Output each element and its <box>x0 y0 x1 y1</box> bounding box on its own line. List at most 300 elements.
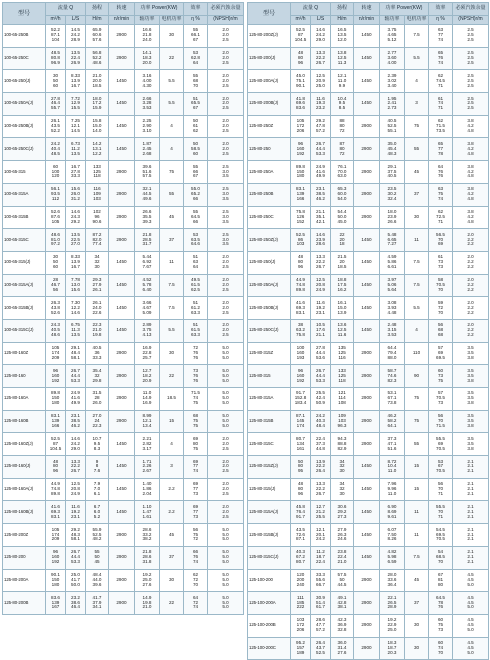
cell-efficiency: 49.5 61.5 62.5 <box>184 274 208 297</box>
header-npsh: 必须汽蚀余量 <box>208 3 244 16</box>
cell-model: 100-65-315B <box>3 206 46 229</box>
cell-head: 94.3 88.8 82.9 <box>331 433 354 456</box>
cell-speed: 1450 <box>354 93 380 116</box>
cell-speed: 2900 <box>109 546 135 569</box>
cell-head: 48.4 44.0 39.6 <box>86 569 109 592</box>
cell-motor-power: 5.5 <box>405 297 429 320</box>
cell-flow-m3h: 44.9 74.8 89.8 <box>46 478 66 501</box>
table-row <box>248 115 489 138</box>
table-row <box>248 524 489 547</box>
cell-npsh: 2.1 2.1 2.1 <box>453 546 489 569</box>
cell-speed: 2900 <box>354 138 380 161</box>
cell-efficiency: 58 70.5 70 <box>429 274 453 297</box>
cell-flow-ls: 30.9 51.4 61.7 <box>311 592 331 615</box>
cell-motor-power: 4 <box>160 433 184 456</box>
cell-flow-ls: 7.72 12.9 15.5 <box>66 93 86 116</box>
cell-model: 100-65-250B <box>3 25 46 48</box>
cell-flow-ls: 13.3 22.2 26.7 <box>311 478 331 501</box>
cell-model: 125-80-315Z <box>248 342 291 365</box>
cell-model: 125-80-250B(J) <box>248 297 291 320</box>
cell-speed: 2900 <box>354 161 380 184</box>
cell-speed: 2900 <box>354 410 380 433</box>
cell-npsh: 2.0 2.0 2.5 <box>208 25 244 48</box>
cell-motor-power: 75 <box>405 115 429 138</box>
cell-speed: 1450 <box>354 47 380 70</box>
table-row <box>248 93 489 116</box>
cell-motor-power: 45 <box>405 569 429 592</box>
table-row <box>248 365 489 388</box>
cell-efficiency: 60 75 73 <box>429 614 453 637</box>
cell-flow-m3h: 83.1 139 166 <box>46 410 66 433</box>
cell-npsh: 2.0 2.0 2.5 <box>208 456 244 479</box>
cell-npsh: 2.0 2.0 2.5 <box>208 297 244 320</box>
cell-model: 125-80-315A <box>248 388 291 411</box>
cell-speed: 1450 <box>354 229 380 252</box>
cell-head: 18.8 17.5 16.2 <box>331 274 354 297</box>
cell-npsh: 3.8 4.2 4.8 <box>453 161 489 184</box>
cell-motor-power: 90 <box>405 365 429 388</box>
cell-shaft-power: 5.44 6.92 7.67 <box>135 251 160 274</box>
cell-model: 100-65-315 <box>3 161 46 184</box>
cell-model: 125-80-160A(J) <box>3 478 46 501</box>
cell-head: 12.1 11.0 9.9 <box>331 70 354 93</box>
cell-head: 116 109 103 <box>86 183 109 206</box>
cell-flow-m3h: 89.8 150 180 <box>291 161 311 184</box>
cell-shaft-power: 4.52 5.78 6.40 <box>135 274 160 297</box>
cell-speed: 1450 <box>109 433 135 456</box>
cell-flow-m3h: 38 63.2 75.8 <box>291 319 311 342</box>
cell-efficiency: 61 74 71 <box>429 93 453 116</box>
table-row <box>248 614 489 637</box>
cell-shaft-power: 2.25 2.90 3.10 <box>135 115 160 138</box>
cell-npsh: 5.0 5.0 5.0 <box>208 410 244 433</box>
cell-npsh: 2.0 2.0 2.5 <box>208 70 244 93</box>
cell-speed: 2900 <box>109 524 135 547</box>
header-flow: 流量 Q <box>291 3 331 16</box>
cell-shaft-power: 1.10 1.47 1.61 <box>135 501 160 524</box>
cell-flow-ls: 29.1 48.4 58.1 <box>66 342 86 365</box>
cell-motor-power: 4 <box>160 115 184 138</box>
cell-model: 100-65-250C(J) <box>3 138 46 161</box>
cell-flow-m3h: 52.5 87 104.5 <box>291 25 311 48</box>
cell-npsh: 3.5 3.5 3.8 <box>453 365 489 388</box>
cell-model: 100-65-250B(J) <box>3 115 46 138</box>
cell-motor-power: 37 <box>160 546 184 569</box>
cell-efficiency: 51 61.5 63.3 <box>184 319 208 342</box>
cell-flow-ls: 8.33 13.9 16.7 <box>66 251 86 274</box>
cell-efficiency: 50 61 62 <box>184 115 208 138</box>
cell-head: 15.8 15.0 14.0 <box>86 115 109 138</box>
table-row <box>3 410 244 433</box>
cell-flow-m3h: 48 80 96 <box>291 47 311 70</box>
cell-flow-ls: 14.6 24.2 29.0 <box>66 433 86 456</box>
cell-shaft-power: 6.90 8.69 9.61 <box>380 501 405 524</box>
table-row <box>248 251 489 274</box>
cell-shaft-power: 35.0 45.4 48.3 <box>380 138 405 161</box>
cell-npsh: 3.8 4.2 4.8 <box>453 206 489 229</box>
cell-npsh: 2.0 2.0 2.5 <box>208 501 244 524</box>
cell-motor-power: 75 <box>160 161 184 184</box>
cell-flow-m3h: 48 80 96 <box>291 251 311 274</box>
cell-shaft-power: 11.0 14.9 16.9 <box>135 388 160 411</box>
header-power: 功率 Power(KW) <box>135 3 184 16</box>
left-table-body <box>3 25 244 615</box>
cell-shaft-power: 6.07 7.50 8.26 <box>380 524 405 547</box>
cell-flow-ls: 13.5 22.5 27.0 <box>66 229 86 252</box>
table-row <box>3 524 244 547</box>
cell-flow-m3h: 105 172 206 <box>291 115 311 138</box>
cell-model: 100-65-250A(J) <box>3 93 46 116</box>
cell-flow-m3h: 24.3 40.5 48.6 <box>46 319 66 342</box>
cell-flow-ls: 26.4 43.7 52.5 <box>311 637 331 660</box>
cell-npsh: 5.0 5.0 5.0 <box>208 342 244 365</box>
header-speed-unit: n/r/min <box>354 16 380 25</box>
cell-motor-power: 7.5 <box>405 546 429 569</box>
right-table-panel <box>247 2 488 660</box>
cell-model: 125-80-315(J) <box>248 478 291 501</box>
cell-flow-m3h: 45.8 76.4 91.7 <box>291 501 311 524</box>
cell-efficiency: 67 81 80 <box>429 569 453 592</box>
cell-speed: 1450 <box>109 297 135 320</box>
cell-model: 125-100-200A <box>248 592 291 615</box>
cell-model: 125-80-200A(J) <box>248 70 291 93</box>
cell-efficiency: 65 77 78 <box>429 138 453 161</box>
cell-model: 125-80-160(J) <box>3 456 46 479</box>
cell-shaft-power: 4.82 5.98 6.59 <box>380 546 405 569</box>
cell-head: 31.5 28 26.0 <box>86 388 109 411</box>
cell-npsh: 3.8 4.2 4.8 <box>453 138 489 161</box>
cell-flow-ls: 14.6 23.9 28.6 <box>311 229 331 252</box>
cell-shaft-power: 53.1 67.1 73.8 <box>380 388 405 411</box>
cell-head: 10.7 9.5 8.3 <box>86 433 109 456</box>
cell-head: 26.1 24.0 22.6 <box>86 297 109 320</box>
cell-npsh: 2.1 2.1 2.1 <box>453 478 489 501</box>
cell-npsh: 2.1 2.1 2.1 <box>453 501 489 524</box>
cell-speed: 2900 <box>354 614 380 637</box>
cell-speed: 2900 <box>109 47 135 70</box>
cell-model: 125-80-200 <box>3 546 46 569</box>
cell-shaft-power: 5.48 6.65 7.27 <box>380 229 405 252</box>
cell-head: 23.8 22.4 21.0 <box>331 546 354 569</box>
cell-flow-ls: 11.6 19.3 23.2 <box>311 93 331 116</box>
cell-speed: 1450 <box>109 115 135 138</box>
cell-shaft-power: 8.72 10.4 11.0 <box>380 456 405 479</box>
cell-speed: 1450 <box>109 319 135 342</box>
cell-flow-ls: 26.7 44.4 53.3 <box>311 365 331 388</box>
cell-flow-ls: 16.7 27.8 33.3 <box>66 161 86 184</box>
cell-model: 125-100-200C <box>248 637 291 660</box>
cell-speed: 1450 <box>354 456 380 479</box>
table-row <box>3 70 244 93</box>
cell-flow-m3h: 80.7 134 161 <box>291 433 311 456</box>
table-row <box>3 229 244 252</box>
cell-model: 125-80-160B <box>3 410 46 433</box>
cell-motor-power: 30 <box>405 637 429 660</box>
cell-motor-power: 75 <box>405 388 429 411</box>
cell-npsh: 2.0 2.0 2.5 <box>208 251 244 274</box>
cell-head: 16.1 15.0 13.9 <box>331 297 354 320</box>
cell-speed: 2900 <box>354 183 380 206</box>
cell-flow-ls: 7.78 13.0 15.6 <box>66 274 86 297</box>
cell-head: 65.9 60.6 57.6 <box>86 25 109 48</box>
cell-flow-m3h: 27.8 46.4 55.7 <box>46 93 66 116</box>
cell-shaft-power: 3.66 4.67 5.09 <box>135 297 160 320</box>
table-row <box>248 229 489 252</box>
cell-motor-power: 4 <box>405 70 429 93</box>
cell-head: 76.1 70.0 63.0 <box>331 161 354 184</box>
cell-shaft-power: 2.77 3.60 4.00 <box>380 47 405 70</box>
cell-head: 13.8 12.5 11.3 <box>331 47 354 70</box>
cell-motor-power: 55 <box>405 433 429 456</box>
header-flow: 流量 Q <box>46 3 86 16</box>
cell-efficiency: 51 65.5 67 <box>184 93 208 116</box>
cell-shaft-power: 23.5 30.2 32.4 <box>380 183 405 206</box>
cell-head: 55 50 45 <box>86 546 109 569</box>
table-row <box>3 206 244 229</box>
cell-speed: 2900 <box>354 365 380 388</box>
cell-flow-m3h: 91.7 152.8 183.4 <box>291 388 311 411</box>
cell-speed: 2900 <box>109 206 135 229</box>
cell-flow-ls: 26.7 44.4 53.3 <box>66 546 86 569</box>
cell-shaft-power: 14.9 19.8 21.0 <box>135 592 160 615</box>
table-row <box>248 433 489 456</box>
cell-model: 125-80-160Z(J) <box>3 433 46 456</box>
table-row <box>3 592 244 615</box>
cell-npsh: 4.5 4.5 5.0 <box>453 569 489 592</box>
cell-speed: 1450 <box>109 456 135 479</box>
cell-efficiency: 56.5 70 69 <box>429 229 453 252</box>
cell-efficiency: 63 75 74 <box>429 183 453 206</box>
cell-npsh: 5.0 5.0 5.0 <box>208 388 244 411</box>
cell-npsh: 5.0 5.0 5.0 <box>208 569 244 592</box>
cell-speed: 2900 <box>109 25 135 48</box>
cell-head: 88 80 72 <box>331 115 354 138</box>
cell-model: 125-80-160 <box>3 365 46 388</box>
table-row <box>248 206 489 229</box>
cell-flow-m3h: 28 46.7 56 <box>46 274 66 297</box>
cell-motor-power: 22 <box>160 365 184 388</box>
cell-npsh: 2.0 2.0 2.5 <box>208 274 244 297</box>
cell-flow-m3h: 52.6 87.6 105 <box>46 206 66 229</box>
cell-flow-ls: 11.2 18.7 22.4 <box>311 546 331 569</box>
header-efficiency: 效率 <box>184 3 208 16</box>
cell-npsh: 3.8 4.2 4.8 <box>453 115 489 138</box>
cell-shaft-power: 18.3 18.7 20.3 <box>380 637 405 660</box>
cell-head: 40.5 36 33.3 <box>86 342 109 365</box>
cell-npsh: 2.0 2.2 2.2 <box>453 274 489 297</box>
table-row <box>248 637 489 660</box>
cell-flow-m3h: 83.1 139 166 <box>291 183 311 206</box>
cell-speed: 1450 <box>109 138 135 161</box>
cell-model: 125-80-315B <box>248 410 291 433</box>
cell-flow-m3h: 56.1 93.5 112 <box>46 183 66 206</box>
cell-head: 109 103 96.3 <box>331 410 354 433</box>
cell-head: 55.9 52.5 48.2 <box>86 524 109 547</box>
cell-flow-ls: 15.6 26.0 31.2 <box>66 183 86 206</box>
cell-shaft-power: 28.0 33.6 36.4 <box>380 569 405 592</box>
cell-npsh: 2.0 2.2 2.2 <box>453 297 489 320</box>
header-flow-unit-m3h: m³/h <box>291 16 311 25</box>
header-shaft-power: 轴功率 <box>135 16 160 25</box>
header-speed: 转速 <box>109 3 135 16</box>
cell-speed: 2900 <box>109 229 135 252</box>
cell-motor-power: 22 <box>160 592 184 615</box>
cell-motor-power: 18.5 <box>160 388 184 411</box>
cell-head: 9 8 7.6 <box>86 456 109 479</box>
cell-efficiency: 55 68 70 <box>184 70 208 93</box>
cell-motor-power: 5.5 <box>160 70 184 93</box>
cell-motor-power: 3 <box>160 456 184 479</box>
cell-flow-m3h: 30 50 60 <box>46 251 66 274</box>
cell-speed: 1450 <box>354 70 380 93</box>
cell-efficiency: 71.5 74 75 <box>184 388 208 411</box>
cell-motor-power: 11 <box>160 251 184 274</box>
cell-flow-m3h: 45.0 75.1 90.1 <box>291 70 311 93</box>
header-speed: 转速 <box>354 3 380 16</box>
cell-motor-power: 11 <box>405 229 429 252</box>
cell-flow-m3h: 41.6 69.3 83.1 <box>291 297 311 320</box>
cell-flow-m3h: 105 174 209 <box>46 524 66 547</box>
cell-motor-power: 11 <box>405 501 429 524</box>
cell-model: 125-80-250C(J) <box>248 319 291 342</box>
cell-motor-power: 4 <box>160 138 184 161</box>
cell-shaft-power: 46.2 58.2 64.1 <box>380 410 405 433</box>
cell-model: 125-80-250A <box>248 161 291 184</box>
cell-model: 125-80-200(J) <box>248 47 291 70</box>
left-table-panel <box>2 2 243 615</box>
cell-shaft-power: 64.4 79.4 88.0 <box>380 342 405 365</box>
cell-head: 34 32 30 <box>331 478 354 501</box>
table-row <box>3 388 244 411</box>
cell-motor-power: 45 <box>405 161 429 184</box>
cell-flow-m3h: 41.6 69.3 83.1 <box>46 501 66 524</box>
cell-model: 125-80-315C <box>248 433 291 456</box>
cell-head: 102 96 90.6 <box>86 206 109 229</box>
cell-flow-ls: 23.2 38.6 46.4 <box>66 592 86 615</box>
header-power: 功率 Power(KW) <box>380 3 429 16</box>
cell-motor-power: 110 <box>405 342 429 365</box>
cell-flow-ls: 24.9 41.6 49.9 <box>66 388 86 411</box>
table-row <box>248 388 489 411</box>
cell-speed: 2900 <box>109 161 135 184</box>
cell-model: 125-80-250A(J) <box>248 274 291 297</box>
cell-flow-m3h: 96 160 192 <box>46 365 66 388</box>
cell-model: 125-80-200Z <box>3 524 46 547</box>
cell-model: 100-65-315(J) <box>3 251 46 274</box>
cell-motor-power: 5.5 <box>160 93 184 116</box>
cell-head: 13.6 12.5 11.6 <box>331 319 354 342</box>
cell-flow-m3h: 24.2 40.4 48.5 <box>46 138 66 161</box>
cell-model: 125-80-200B <box>3 592 46 615</box>
cell-model: 125-80-250B <box>248 183 291 206</box>
cell-efficiency: 60 74 70 <box>429 637 453 660</box>
cell-flow-m3h: 26.3 43.8 52.6 <box>46 297 66 320</box>
cell-flow-ls: 13.3 22.2 26.7 <box>311 47 331 70</box>
cell-efficiency: 69 77 74 <box>184 456 208 479</box>
table-row <box>3 274 244 297</box>
cell-shaft-power: 16.6 21.8 24.0 <box>135 25 160 48</box>
cell-shaft-power: 37.3 47.1 51.6 <box>380 433 405 456</box>
cell-model: 100-65-315A(J) <box>3 274 46 297</box>
cell-flow-ls: 22.4 37.3 44.8 <box>311 433 331 456</box>
cell-flow-m3h: 103 172 206 <box>291 614 311 637</box>
cell-speed: 1450 <box>354 25 380 48</box>
cell-shaft-power: 26.6 35.5 39.3 <box>135 206 160 229</box>
cell-speed: 2900 <box>109 365 135 388</box>
table-row <box>248 410 489 433</box>
cell-flow-ls: 12.7 21.2 25.5 <box>311 501 331 524</box>
cell-flow-ls: 14.5 24.2 28.9 <box>66 25 86 48</box>
table-row <box>3 478 244 501</box>
cell-model: 125-80-315A(J) <box>248 501 291 524</box>
cell-model: 100-65-250(J) <box>3 70 46 93</box>
cell-model: 125-80-315 <box>248 365 291 388</box>
cell-npsh: 3.8 4.2 4.8 <box>453 183 489 206</box>
cell-head: 16.5 13.5 12.0 <box>331 25 354 48</box>
cell-head: 49.1 42.8 38.1 <box>331 592 354 615</box>
cell-flow-m3h: 87.1 145 174 <box>291 410 311 433</box>
cell-motor-power: 75 <box>405 410 429 433</box>
cell-shaft-power: 14.1 18.3 20.0 <box>135 47 160 70</box>
cell-efficiency: 66 76 74 <box>184 546 208 569</box>
cell-efficiency: 55.5 69 70.5 <box>429 433 453 456</box>
cell-model: 125-80-315Z(J) <box>248 456 291 479</box>
cell-shaft-power: 58.7 74.6 82.3 <box>380 365 405 388</box>
cell-head: 29.3 27.9 26.1 <box>86 274 109 297</box>
cell-shaft-power: 2.48 3.15 3.53 <box>380 319 405 342</box>
cell-head: 7.9 7.0 6.1 <box>86 478 109 501</box>
cell-shaft-power: 12.7 18.2 20.9 <box>135 365 160 388</box>
cell-npsh: 2.5 3.0 3.5 <box>208 229 244 252</box>
cell-head: 135 125 116 <box>331 342 354 365</box>
cell-npsh: 5.0 5.0 5.0 <box>208 365 244 388</box>
cell-shaft-power: 2.89 3.75 4.13 <box>135 319 160 342</box>
cell-head: 42.3 36.9 32.8 <box>331 614 354 637</box>
cell-head: 14.2 13.1 12.2 <box>86 138 109 161</box>
cell-model: 100-65-250C <box>3 47 46 70</box>
cell-model: 100-65-315A <box>3 183 46 206</box>
cell-speed: 2900 <box>109 388 135 411</box>
cell-shaft-power: 7.96 9.96 11.0 <box>380 478 405 501</box>
cell-motor-power: 15 <box>160 410 184 433</box>
cell-model: 125-80-315B(J) <box>248 524 291 547</box>
cell-model: 125-80-200Z(J) <box>248 25 291 48</box>
cell-motor-power: 30 <box>405 614 429 637</box>
cell-npsh: 2.5 3.0 3.5 <box>208 183 244 206</box>
cell-model: 125-80-160A <box>3 388 46 411</box>
cell-head: 35.4 32 29.8 <box>86 365 109 388</box>
cell-motor-power: 15 <box>405 478 429 501</box>
cell-efficiency: 64 72 74 <box>184 592 208 615</box>
cell-speed: 1450 <box>354 478 380 501</box>
cell-efficiency: 54.5 69.5 70.5 <box>429 524 453 547</box>
header-npsh-unit: (NPSH)r/m <box>453 16 489 25</box>
cell-motor-power: 22 <box>160 47 184 70</box>
cell-flow-m3h: 60 100 120 <box>46 161 66 184</box>
cell-model: 125-80-250 <box>248 138 291 161</box>
cell-flow-m3h: 26.1 43.5 52.2 <box>46 115 66 138</box>
cell-head: 54.4 50.0 45.0 <box>331 206 354 229</box>
cell-shaft-power: 18.0 23.9 26.6 <box>380 206 405 229</box>
cell-shaft-power: 3.16 4.00 4.30 <box>135 70 160 93</box>
cell-flow-m3h: 111 185 222 <box>291 592 311 615</box>
cell-flow-m3h: 75.8 126 152 <box>291 206 311 229</box>
cell-shaft-power: 3.97 5.06 5.64 <box>380 274 405 297</box>
cell-model: 125-80-315C(J) <box>248 546 291 569</box>
cell-flow-ls: 11.6 19.2 23.1 <box>66 501 86 524</box>
cell-flow-m3h: 50 80 95 <box>291 456 311 479</box>
cell-efficiency: 60 73 75 <box>429 365 453 388</box>
